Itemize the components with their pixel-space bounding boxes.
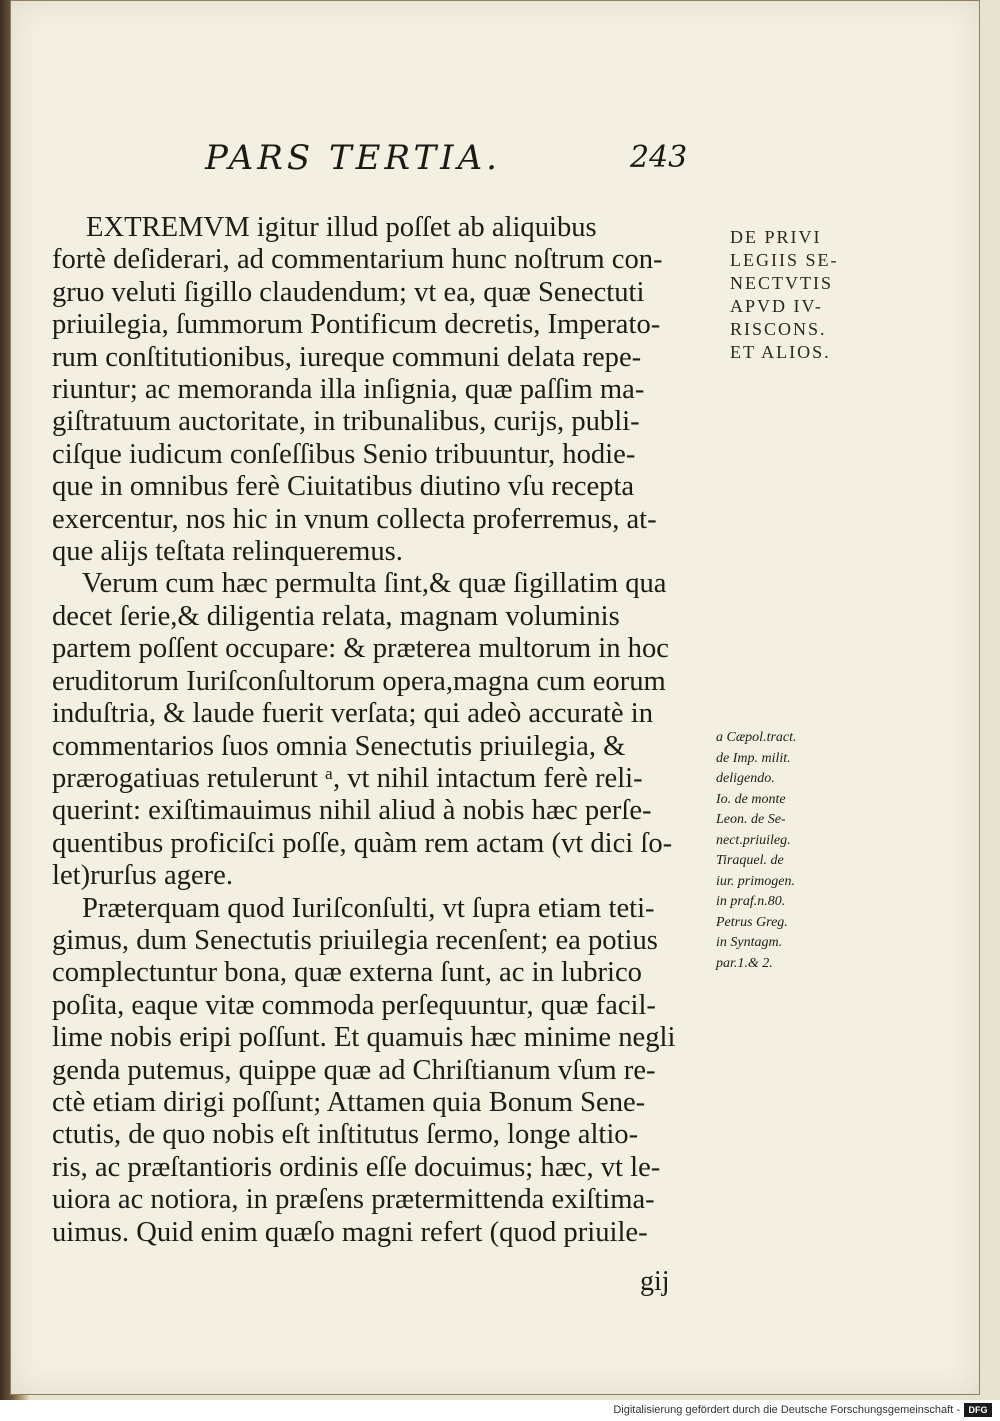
- footer-credit: Digitalisierung gefördert durch die Deutsche Forschungsgemeinschaft -: [613, 1404, 960, 1416]
- marginal-reference-line: Io. de monte: [716, 791, 786, 807]
- text-line: quentibus proficiſci poſſe, quàm rem actam (vt dici ſo-: [52, 827, 673, 859]
- text-line: let)rurſus agere.: [52, 860, 234, 892]
- text-line: que in omnibus ferè Ciuitatibus diutino vſu recepta: [52, 471, 635, 503]
- marginal-reference-line: a Cæpol.tract.: [716, 730, 797, 745]
- marginal-heading-line: DE PRIVI: [730, 227, 822, 247]
- marginal-reference-line: deligendo.: [716, 771, 775, 786]
- text-line: ciſque iudicum conſeſſibus Senio tribuuntur, hodie-: [52, 438, 636, 470]
- text-line: uimus. Quid enim quæſo magni refert (quod priuile-: [52, 1216, 648, 1248]
- text-line: ris, ac præſtantioris ordinis eſſe docuimus; hæc, vt le-: [52, 1151, 661, 1183]
- text-line: riuntur; ac memoranda illa inſignia, quæ paſſim ma-: [52, 374, 645, 406]
- text-line: prærogatiuas retulerunt ᵃ, vt nihil intactum ferè reli-: [52, 762, 643, 794]
- text-line: Verum cum hæc permulta ſint,& quæ ſigillatim qua: [82, 568, 667, 600]
- text-line: priuilegia, ſummorum Pontificum decretis, Imperato-: [52, 309, 661, 341]
- marginal-references: [716, 728, 866, 974]
- marginal-heading-line: ET ALIOS.: [730, 342, 831, 362]
- marginal-reference-line: nect.priuileg.: [716, 832, 791, 848]
- text-line: fortè deſiderari, ad commentarium hunc noſtrum con-: [52, 244, 663, 276]
- text-line: querint: exiſtimauimus nihil aliud à nobis hæc perſe-: [52, 795, 652, 827]
- text-line: gruo veluti ſigillo claudendum; vt ea, quæ Senectuti: [52, 276, 645, 308]
- text-line: eruditorum Iuriſconſultorum opera,magna cum eorum: [52, 665, 666, 697]
- text-line: complectuntur bona, quæ externa ſunt, ac in lubrico: [52, 957, 642, 989]
- text-line: genda putemus, quippe quæ ad Chriſtianum vſum re-: [52, 1054, 656, 1086]
- marginal-reference-line: par.1.& 2.: [716, 955, 773, 971]
- marginal-reference-line: iur. primogen.: [716, 873, 795, 889]
- text-line: rum conſtitutionibus, iureque communi delata repe-: [52, 341, 642, 373]
- text-line: exercentur, nos hic in vnum collecta proferremus, at-: [52, 503, 657, 535]
- page-number: 243: [630, 140, 688, 175]
- marginal-reference-line: in Syntagm.: [716, 935, 783, 950]
- text-line: poſita, eaque vitæ commoda perſequuntur, quæ facil-: [52, 989, 656, 1021]
- text-line: induſtria, & laude fuerit verſata; qui adeò accuratè in: [52, 698, 653, 730]
- running-head: PARS TERTIA.: [205, 138, 501, 178]
- main-text: [52, 212, 708, 1249]
- text-line: partem poſſent occupare: & præterea multorum in hoc: [52, 633, 669, 665]
- text-line: ctutis, de quo nobis eſt inſtitutus ſermo, longe altio-: [52, 1119, 639, 1151]
- text-line: gimus, dum Senectutis priuilegia recenſent; ea potius: [52, 924, 658, 956]
- dfg-logo: DFG: [964, 1403, 992, 1417]
- text-line: commentarios ſuos omnia Senectutis priuilegia, &: [52, 730, 626, 762]
- marginal-heading: [730, 226, 880, 364]
- marginal-reference-line: Leon. de Se-: [716, 812, 786, 827]
- marginal-heading-line: NECTVTIS: [730, 273, 833, 293]
- text-line: decet ſerie,& diligentia relata, magnam voluminis: [52, 600, 620, 632]
- text-line: lime nobis eripi poſſunt. Et quamuis hæc minime negli: [52, 1022, 676, 1054]
- text-line: EXTREMVM igitur illud poſſet ab aliquibus: [86, 212, 597, 243]
- text-line: Præterquam quod Iuriſconſulti, vt ſupra etiam teti-: [82, 892, 655, 924]
- marginal-reference-line: Tiraquel. de: [716, 853, 784, 868]
- marginal-reference-line: Petrus Greg.: [716, 914, 788, 930]
- text-line: ctè etiam dirigi poſſunt; Attamen quia Bonum Sene-: [52, 1086, 646, 1118]
- marginal-heading-line: APVD IV-: [730, 296, 823, 316]
- marginal-reference-line: in praf.n.80.: [716, 894, 786, 909]
- text-line: giſtratuum auctoritate, in tribunalibus, curijs, publi-: [52, 406, 640, 438]
- marginal-reference-line: de Imp. milit.: [716, 750, 791, 766]
- marginal-heading-line: LEGIIS SE-: [730, 250, 839, 270]
- text-line: que alijs teſtata relinqueremus.: [52, 536, 403, 568]
- text-line: uiora ac notiora, in præſens prætermittenda exiſtima-: [52, 1184, 655, 1216]
- catchword: gij: [640, 1266, 670, 1297]
- marginal-heading-line: RISCONS.: [730, 319, 827, 339]
